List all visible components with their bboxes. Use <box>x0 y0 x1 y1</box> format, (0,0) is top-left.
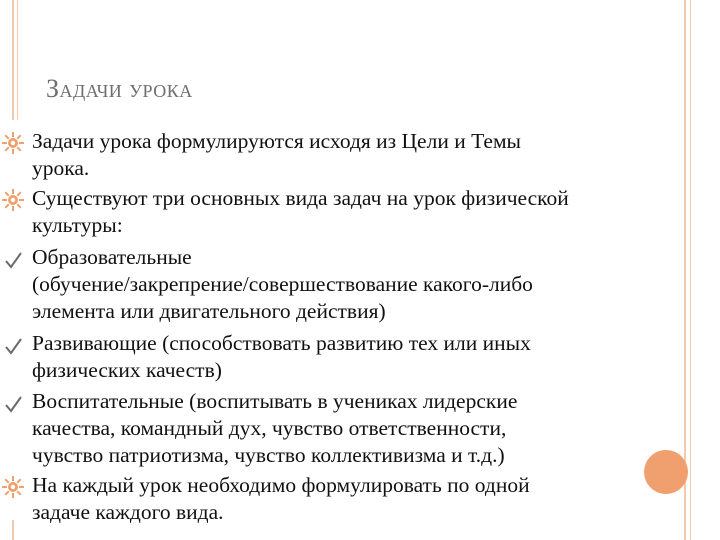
sun-icon <box>2 189 24 211</box>
checkmark-icon <box>2 250 24 272</box>
bullet-text-line: Воспитательные (воспитывать в учениках лидерские <box>32 389 518 413</box>
frame-line-left-outer <box>12 0 14 120</box>
bullet-text-line: Задачи урока формулируются исходя из Цели и Темы <box>32 129 521 153</box>
bullet-text-line: элемента или двигательного действия) <box>32 299 386 323</box>
slide-title: Задачи урока <box>46 74 193 103</box>
bullet-text-line: задаче каждого вида. <box>32 500 224 524</box>
bullet-text-line: Развивающие (способствовать развитию тех или иных <box>32 331 531 355</box>
bullet-text-line: Существуют три основных вида задач на урок физической <box>32 186 569 210</box>
bullet-text-line: урока. <box>32 156 90 180</box>
sun-icon <box>2 132 24 154</box>
checkmark-icon <box>2 336 24 358</box>
bullet-text-line: Образовательные <box>32 245 192 269</box>
bullet-text-line: На каждый урок необходимо формулировать по одной <box>32 473 530 497</box>
bullet-text-line: качества, командный дух, чувство ответственности, <box>32 416 507 440</box>
bullet-text-line: (обучение/закрепрение/совершествование какого-либо <box>32 272 533 296</box>
decorative-circle <box>644 450 688 494</box>
bullet-text-line: чувство патриотизма, чувство коллективизма и т.д.) <box>32 443 505 467</box>
bullet-text-line: физических качеств) <box>32 358 222 382</box>
bullet-text-line: культуры: <box>32 213 123 237</box>
frame-line-left-inner <box>17 0 18 120</box>
checkmark-icon <box>2 394 24 416</box>
frame-line-bottom-left <box>12 520 14 540</box>
sun-icon <box>2 476 24 498</box>
